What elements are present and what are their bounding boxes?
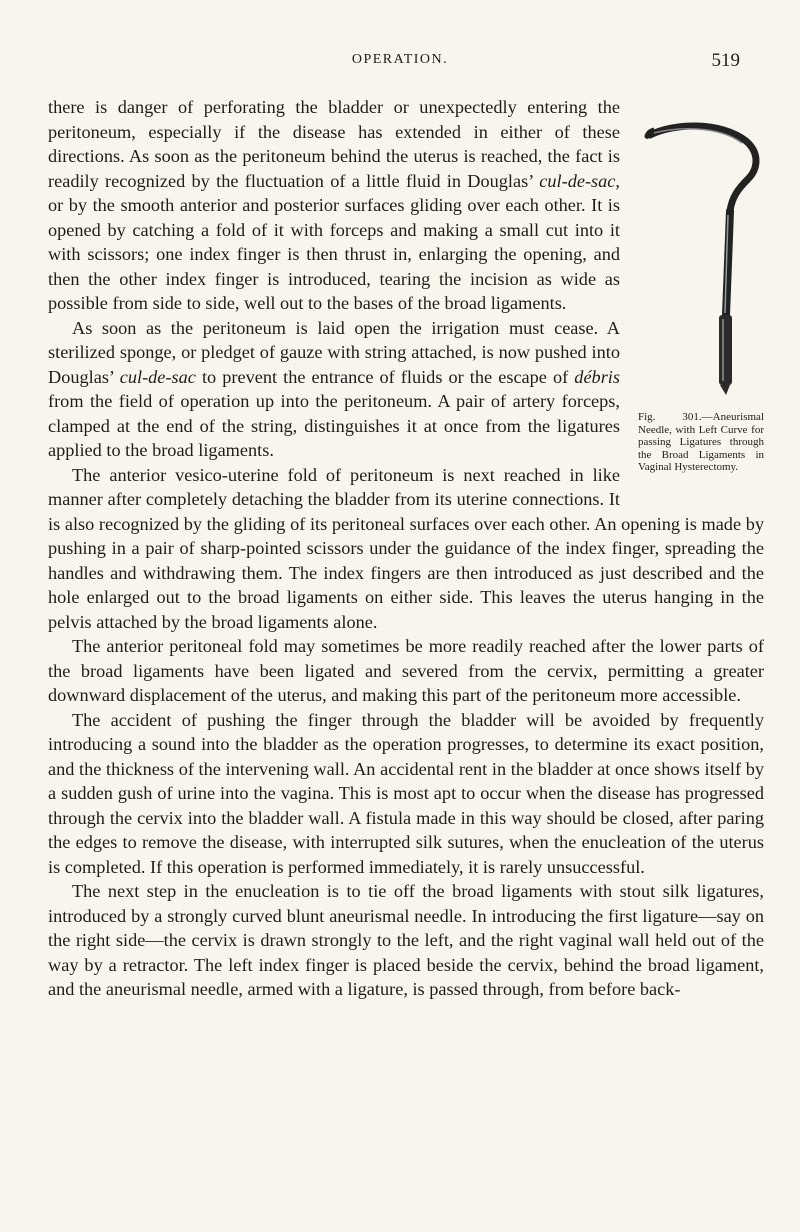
paragraph: The accident of pushing the finger through the bladder will be avoided by frequently introducing a sound into the bladder as the operation progresses, to determine its exact position, and the thickness of the intervening wall. An accidental rent in the bladder at once shows itself by a sudden gush of urine into the vagina. This is most apt to occur when the disease has progressed through the cervix into the bladder wall. A fistula made in this way should be closed, after paring the edges to remove the disease, with interrupted silk sutures, when the enucleation of the uterus is completed. If this operation is performed immediately, it is rarely unsuccessful. bbox=[48, 709, 764, 877]
page-number: 519 bbox=[711, 50, 740, 71]
paragraph: The anterior vesico-uterine fold of peritoneum is next reached in like manner after completely detaching the bladder from its uterine connections. It is also recognized by the gliding of its peritoneal surfaces over each other. An opening is made by pushing in a pair of sharp-pointed scissors under the guidance of the index finger, spreading the handles and withdrawing them. The index fingers are then introduced as just described and the hole enlarged out to the broad ligaments on either side. This leaves the uterus hanging in the pelvis attached by the broad ligaments alone. bbox=[48, 464, 764, 632]
running-title: OPERATION. bbox=[351, 52, 449, 67]
paragraph: As soon as the peritoneum is laid open the irrigation must cease. A sterilized sponge, or pledget of gauze with string attached, is now pushed into Douglas’ cul-de-sac to prevent the entrance of fluids or the escape of débris from the field of operation up into the peritoneum. A pair of artery forceps, clamped at the end of the string, distinguishes it at once from the ligatures applied to the broad ligaments. bbox=[48, 317, 620, 460]
body-text bbox=[48, 95, 764, 1002]
running-head bbox=[0, 52, 800, 76]
figure-301 bbox=[634, 119, 764, 499]
aneurismal-needle-illustration bbox=[634, 119, 764, 409]
paragraph: The anterior peritoneal fold may sometimes be more readily reached after the lower parts of the broad ligaments have been ligated and severed from the cervix, permitting a greater downward displacement of the uterus, and making this part of the peritoneum more accessible. bbox=[48, 636, 764, 705]
paragraph: there is danger of perforating the bladder or unexpectedly entering the peritoneum, especially if the disease has extended in either of these directions. As soon as the peritoneum behind the uterus is reached, the fact is readily recognized by the fluctuation of a little fluid in Douglas’ cul-de-sac, or by the smooth anterior and posterior surfaces gliding over each other. It is opened by catching a fold of it with forceps and making a small cut into it with scissors; one index finger is then thrust in, enlarging the opening, and then the other index finger is introduced, tearing the incision as wide as possible from side to side, well out to the bases of the broad ligaments. bbox=[48, 97, 620, 313]
paragraph: The next step in the enucleation is to tie off the broad ligaments with stout silk ligatures, introduced by a strongly curved blunt aneurismal needle. In introducing the first ligature—say on the right side—the cervix is drawn strongly to the left, and the right vaginal wall held out of the way by a retractor. The left index finger is placed beside the cervix, behind the broad ligament, and the aneurismal needle, armed with a ligature, is passed through, from before back- bbox=[48, 881, 764, 999]
figure-caption: Fig. 301.—Aneurismal Needle, with Left Curve for passing Ligatures through the Broad Ligaments in Vaginal Hysterectomy. bbox=[638, 411, 764, 473]
